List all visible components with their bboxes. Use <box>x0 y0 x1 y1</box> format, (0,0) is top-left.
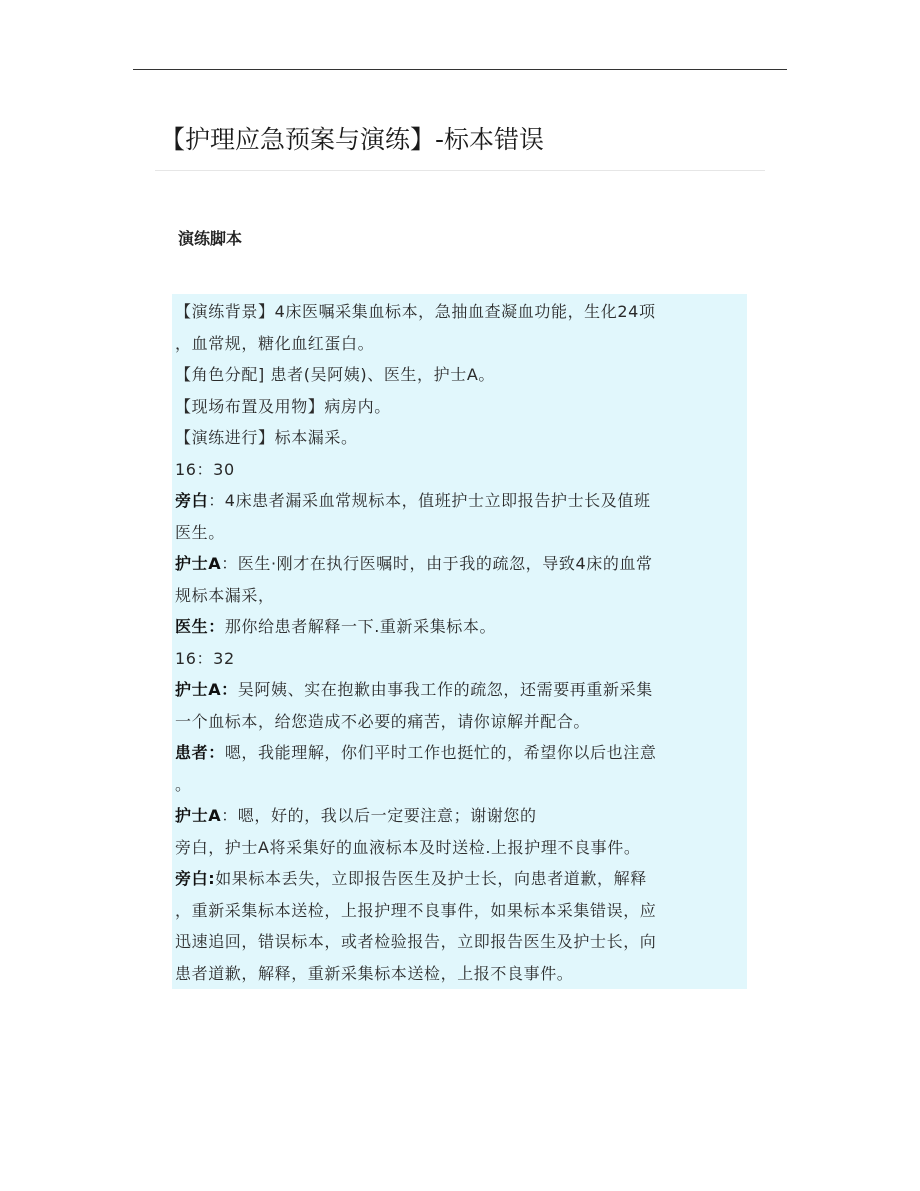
script-line <box>175 926 747 958</box>
line-text: 迅速追回，错误标本，或者检验报告，立即报告医生及护士长，向 <box>175 932 657 951</box>
script-line <box>175 674 747 706</box>
script-line <box>175 454 747 486</box>
script-line <box>175 517 747 549</box>
line-text: ，血常规，糖化血红蛋白。 <box>175 333 375 353</box>
line-text: 那你给患者解释一下.重新采集标本。 <box>224 617 497 636</box>
script-line <box>175 737 747 769</box>
line-text: 嗯，我能理解，你们平时工作也挺忙的，希望你以后也注意 <box>224 743 657 762</box>
line-text: 患者道歉，解释，重新采集标本送检，上报不良事件。 <box>175 963 574 983</box>
script-line <box>175 485 747 517</box>
script-line <box>175 643 747 675</box>
script-line <box>175 611 747 643</box>
script-line <box>175 832 747 864</box>
line-text: 【角色分配] 患者(吴阿姨)、医生，护士A。 <box>175 365 495 384</box>
line-text: 16：30 <box>175 459 235 479</box>
speaker-label: 患者： <box>175 743 225 762</box>
speaker-label: 护士A <box>175 806 222 825</box>
script-line <box>175 296 747 328</box>
line-text: 医生。 <box>175 522 225 542</box>
script-line <box>175 706 747 738</box>
script-line <box>175 958 747 990</box>
speaker-label: 旁白 <box>175 491 209 510</box>
section-heading: 演练脚本 <box>178 229 243 248</box>
script-line <box>175 895 747 927</box>
script-line <box>175 422 747 454</box>
line-text: 一个血标本，给您造成不必要的痛苦，请你谅解并配合。 <box>175 711 591 731</box>
script-line <box>175 769 747 801</box>
script-line <box>175 359 747 391</box>
speaker-label: 护士A <box>175 554 222 573</box>
script-content-box <box>172 294 747 989</box>
script-line <box>175 580 747 612</box>
script-line <box>175 863 747 895</box>
title-divider <box>155 170 765 171</box>
line-text: ，重新采集标本送检，上报护理不良事件，如果标本采集错误，应 <box>175 900 657 920</box>
script-line <box>175 548 747 580</box>
script-line <box>175 800 747 832</box>
script-line <box>175 391 747 423</box>
line-text: 【演练进行】标本漏采。 <box>175 428 358 447</box>
speaker-label: 医生： <box>175 617 225 636</box>
line-text: ：嗯，好的，我以后一定要注意；谢谢您的 <box>221 806 537 825</box>
line-text: 规标本漏采， <box>175 585 275 605</box>
line-text: 。 <box>175 774 192 794</box>
line-text: 【演练背景】4床医嘱采集血标本，急抽血查凝血功能，生化24项 <box>175 302 656 321</box>
line-text: 【现场布置及用物】病房内。 <box>175 396 391 416</box>
line-text: 旁白，护士A将采集好的血液标本及时送检.上报护理不良事件。 <box>175 837 641 857</box>
top-divider <box>133 69 787 70</box>
page-title: 【护理应急预案与演练】-标本错误 <box>160 125 545 154</box>
line-text: ：医生·刚才在执行医嘱时，由于我的疏忽，导致4床的血常 <box>221 554 653 573</box>
line-text: 16：32 <box>175 648 235 668</box>
speaker-label: 护士A： <box>175 680 238 699</box>
script-line <box>175 328 747 360</box>
line-text: 如果标本丢失，立即报告医生及护士长，向患者道歉，解释 <box>215 869 647 888</box>
line-text: 吴阿姨、实在抱歉由事我工作的疏忽，还需要再重新采集 <box>237 680 653 699</box>
line-text: ：4床患者漏采血常规标本，值班护士立即报告护士长及值班 <box>208 491 651 510</box>
speaker-label: 旁白: <box>175 869 216 888</box>
